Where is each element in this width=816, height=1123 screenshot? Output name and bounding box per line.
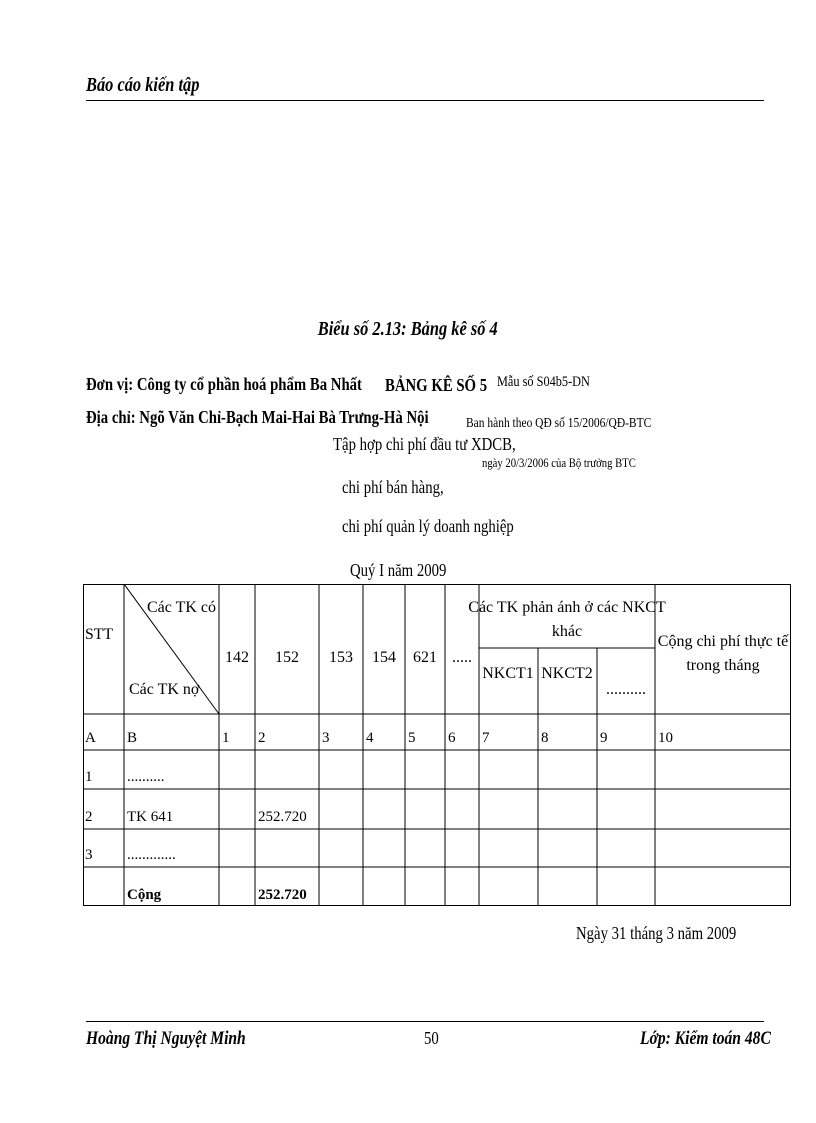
subtitle-line-3 bbox=[342, 516, 551, 537]
summary-table bbox=[83, 584, 791, 906]
subtitle-line-2-text: chi phí bán hàng, bbox=[342, 477, 444, 497]
footer-class-text: Lớp: Kiểm toán 48C bbox=[640, 1028, 771, 1049]
issued-by-line-2 bbox=[482, 455, 670, 471]
table-text bbox=[85, 599, 789, 698]
account-header-152: 152 bbox=[275, 649, 299, 666]
table-cell: 1 bbox=[85, 769, 93, 785]
company-unit bbox=[86, 374, 423, 395]
issued-by-line-2-text: ngày 20/3/2006 của Bộ trưởng BTC bbox=[482, 455, 636, 470]
signature-date-text: Ngày 31 tháng 3 năm 2009 bbox=[576, 923, 737, 943]
sheet-title-text: BẢNG KÊ SỐ 5 bbox=[385, 375, 488, 395]
report-header-title bbox=[86, 74, 224, 97]
index-cell: 4 bbox=[366, 730, 374, 746]
footer-class bbox=[640, 1028, 800, 1050]
account-header-621: 621 bbox=[413, 649, 437, 666]
form-number bbox=[497, 374, 610, 391]
account-header-153: 153 bbox=[329, 649, 353, 666]
index-cell: 8 bbox=[541, 730, 549, 746]
table-cell: 3 bbox=[85, 847, 93, 863]
sheet-title bbox=[385, 375, 510, 396]
company-unit-text: Đơn vị: Công ty cổ phần hoá phẩm Ba Nhất bbox=[86, 374, 362, 394]
footer-author bbox=[86, 1028, 281, 1050]
account-header-154: 154 bbox=[372, 649, 396, 666]
header-divider bbox=[86, 100, 764, 101]
index-cell: 10 bbox=[658, 730, 673, 746]
nkct-group-header-line2: khác bbox=[551, 623, 583, 640]
issued-by-line-1 bbox=[466, 416, 692, 432]
nkct-col-1: NKCT1 bbox=[482, 665, 534, 682]
diag-header-bottom: Các TK nợ bbox=[129, 681, 200, 698]
signature-date bbox=[576, 923, 771, 944]
nkct-col-more: .......... bbox=[606, 681, 646, 698]
index-cell: 3 bbox=[322, 730, 330, 746]
index-cell: 5 bbox=[408, 730, 416, 746]
index-cell: 2 bbox=[258, 730, 266, 746]
index-cell: 9 bbox=[600, 730, 608, 746]
table-caption-text: Biểu số 2.13: Bảng kê số 4 bbox=[318, 318, 498, 340]
period-label bbox=[350, 560, 467, 581]
stt-header: STT bbox=[85, 626, 114, 643]
report-header-title-text: Báo cáo kiến tập bbox=[86, 74, 200, 96]
footer-author-text: Hoàng Thị Nguyệt Minh bbox=[86, 1028, 246, 1049]
footer-page-number bbox=[424, 1028, 442, 1049]
index-cell: 7 bbox=[482, 730, 490, 746]
nkct-col-2: NKCT2 bbox=[541, 665, 593, 682]
index-cell: 1 bbox=[222, 730, 230, 746]
table-cell: Cộng bbox=[127, 887, 162, 903]
subtitle-line-1 bbox=[333, 434, 556, 455]
table-cell: ............. bbox=[127, 847, 176, 863]
table-cell: 252.720 bbox=[258, 887, 307, 903]
company-address bbox=[86, 407, 504, 428]
table-cell: 2 bbox=[85, 809, 93, 825]
subtitle-line-2 bbox=[342, 477, 466, 498]
index-cell: B bbox=[127, 730, 138, 746]
form-number-text: Mẫu số S04b5-DN bbox=[497, 374, 590, 390]
diag-header-top: Các TK có bbox=[147, 599, 217, 616]
account-header-more: ..... bbox=[452, 649, 472, 666]
total-header-line1: Cộng chi phí thực tế bbox=[657, 633, 789, 650]
subtitle-line-1-text: Tập hợp chi phí đầu tư XDCB, bbox=[333, 434, 516, 454]
company-address-text: Địa chỉ: Ngõ Văn Chỉ-Bạch Mai-Hai Bà Trưng-Hà Nội bbox=[86, 407, 429, 427]
table-cell: TK 641 bbox=[127, 809, 174, 825]
issued-by-line-1-text: Ban hành theo QĐ số 15/2006/QĐ-BTC bbox=[466, 416, 652, 431]
table-cell: .......... bbox=[127, 769, 165, 785]
account-header-142: 142 bbox=[225, 649, 249, 666]
footer-divider bbox=[86, 1021, 764, 1022]
table-cell: 252.720 bbox=[258, 809, 307, 825]
table-caption bbox=[0, 318, 816, 341]
total-header-line2: trong tháng bbox=[686, 657, 760, 674]
footer-page-number-text: 50 bbox=[424, 1028, 439, 1048]
table-body bbox=[85, 730, 673, 903]
index-cell: A bbox=[85, 730, 96, 746]
nkct-group-header-line1: Các TK phản ánh ở các NKCT bbox=[468, 599, 666, 616]
index-cell: 6 bbox=[448, 730, 456, 746]
subtitle-line-3-text: chi phí quản lý doanh nghiệp bbox=[342, 516, 514, 536]
period-label-text: Quý I năm 2009 bbox=[350, 560, 447, 580]
